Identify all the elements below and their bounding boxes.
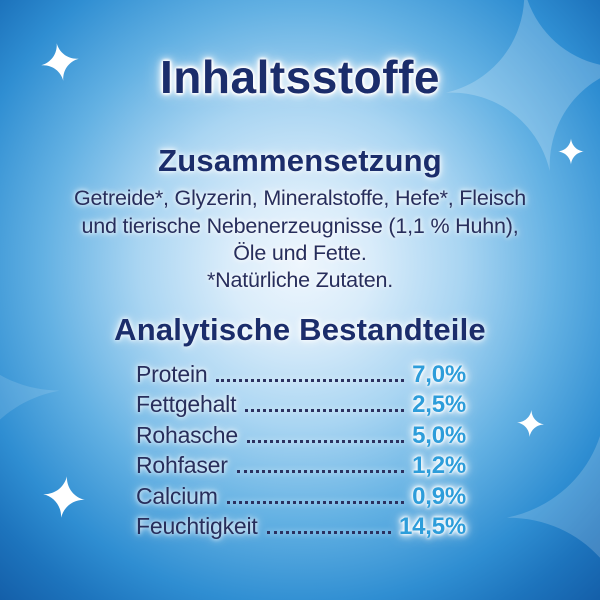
dotted-leader — [267, 531, 391, 534]
nutrient-label: Protein — [136, 361, 208, 387]
nutrient-value: 5,0% — [412, 421, 466, 449]
nutrition-table — [136, 359, 466, 541]
dotted-leader — [247, 440, 404, 443]
table-row — [136, 359, 466, 389]
composition-text-line: Öle und Fette. — [233, 241, 367, 265]
analysis-heading: Analytische Bestandteile — [114, 312, 486, 347]
composition-text — [0, 185, 600, 268]
nutrient-value: 2,5% — [412, 391, 466, 419]
table-row — [136, 420, 466, 450]
sparkle-icon — [40, 469, 89, 524]
composition-text-line: Getreide*, Glyzerin, Mineralstoffe, Hefe*, Fleisch — [73, 186, 527, 210]
nutrient-value: 14,5% — [398, 512, 466, 540]
sparkle-icon — [516, 405, 545, 442]
nutrient-label: Rohasche — [136, 421, 238, 448]
dotted-leader — [227, 501, 404, 504]
dotted-leader — [237, 470, 404, 473]
nutrient-label: Rohfaser — [136, 452, 228, 479]
nutrient-label: Feuchtigkeit — [136, 512, 258, 539]
dotted-leader — [216, 379, 404, 382]
composition-heading: Zusammensetzung — [158, 143, 442, 178]
sparkle-icon — [495, 381, 600, 600]
nutrient-value: 7,0% — [412, 361, 466, 388]
nutrient-label: Fettgehalt — [136, 391, 237, 418]
dotted-leader — [245, 409, 404, 412]
table-row — [136, 450, 466, 480]
page-title: Inhaltsstoffe — [160, 51, 440, 103]
nutrient-value: 1,2% — [412, 452, 466, 480]
table-row — [136, 481, 466, 511]
natural-ingredients-note: *Natürliche Zutaten. — [206, 268, 393, 292]
composition-text-line: und tierische Nebenerzeugnisse (1,1 % Huhn), — [81, 213, 519, 238]
table-row — [136, 389, 466, 419]
table-row — [136, 511, 466, 541]
nutrient-value: 0,9% — [412, 482, 466, 510]
nutrient-label: Calcium — [136, 482, 218, 509]
